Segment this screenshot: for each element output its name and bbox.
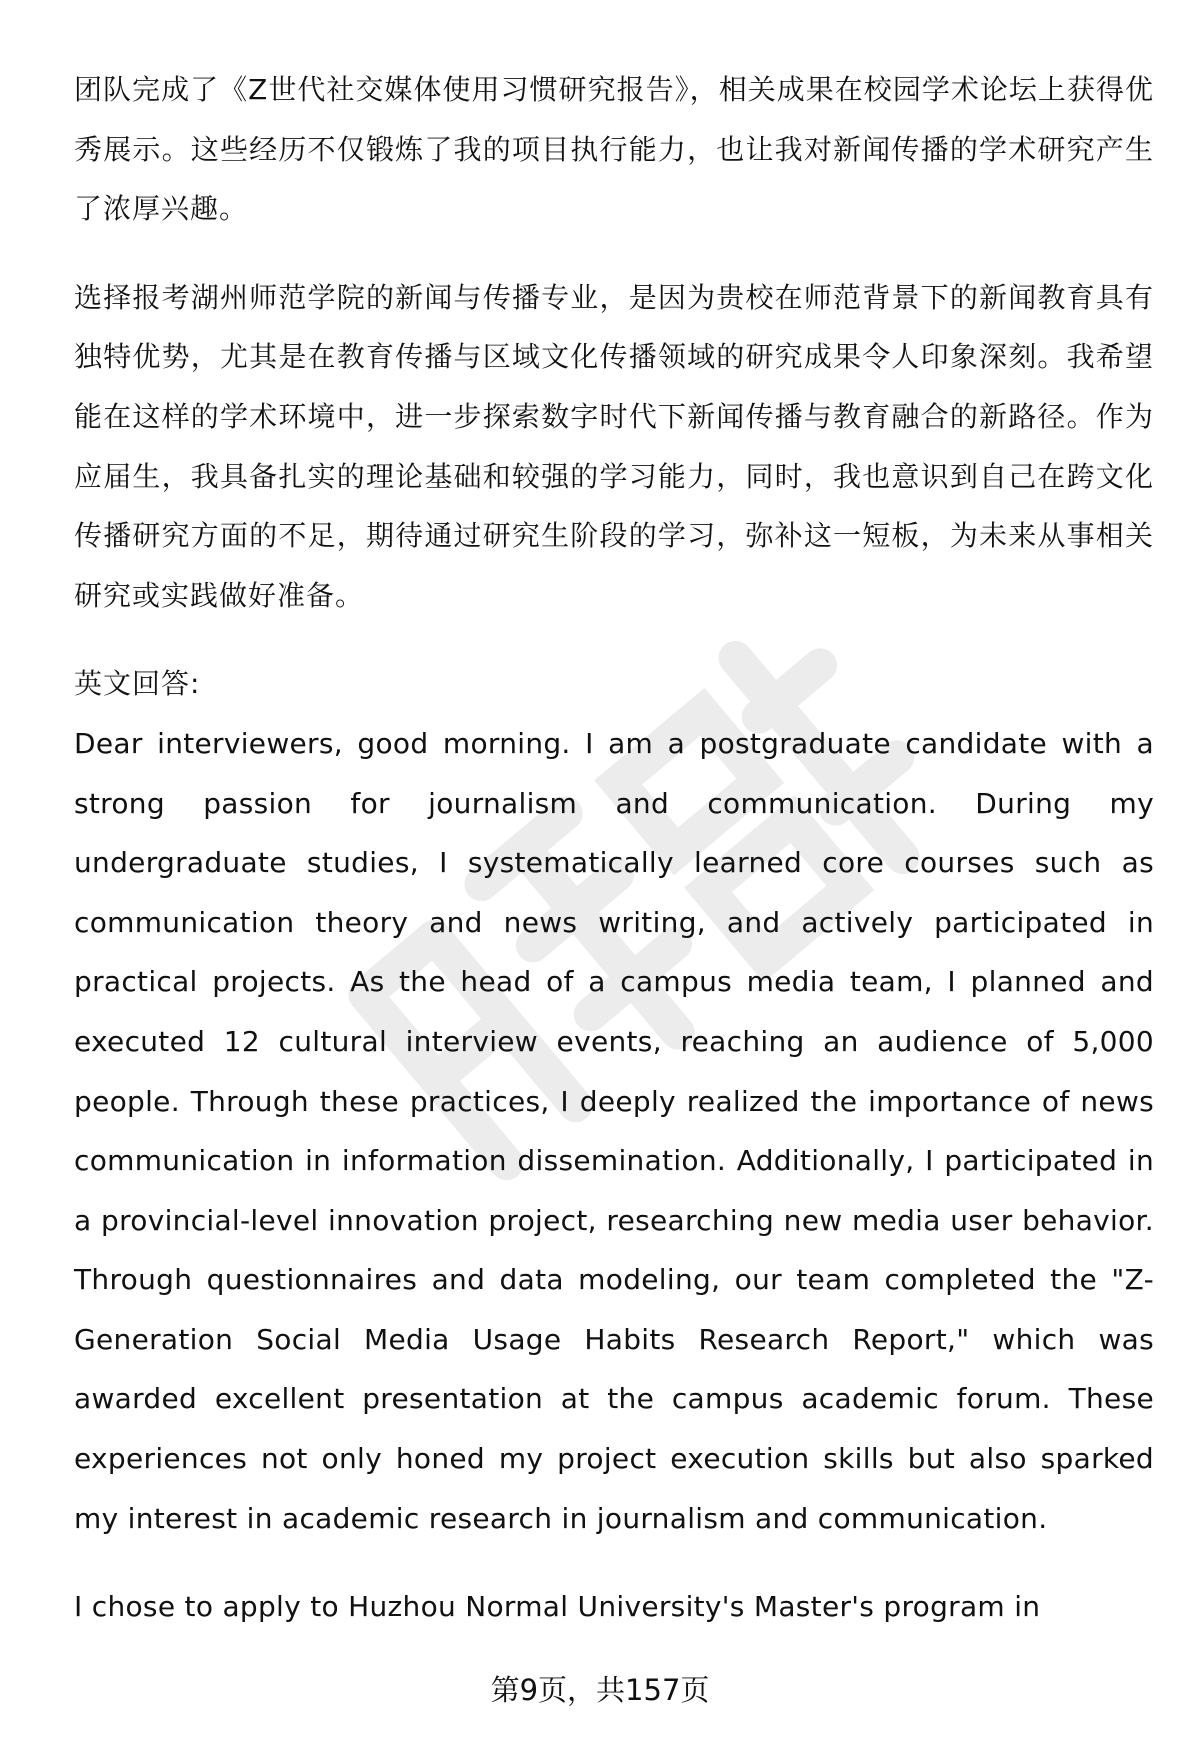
paragraph-english-continuation: I chose to apply to Huzhou Normal University's Master's program in (74, 1590, 1041, 1624)
paragraph-reason-for-applying: 选择报考湖州师范学院的新闻与传播专业，是因为贵校在师范背景下的新闻教育具有独特优势，尤其是在教育传播与区域文化传播领域的研究成果令人印象深刻。我希望能在这样的学术环境中，进一步探索数字时代下新闻传播与教育融合的新路径。作为应届生，我具备扎实的理论基础和较强的学习能力，同时，我也意识到自己在跨文化传播研究方面的不足，期待通过研究生阶段的学习，弥补这一短板，为未来从事相关研究或实践做好准备。 (74, 280, 1154, 612)
english-answer-label: 英文回答: (74, 667, 201, 701)
page-footer: 第9页，共157页 (490, 1673, 710, 1707)
document-body (74, 60, 1154, 1637)
paragraph-intro-continuation: 团队完成了《Z世代社交媒体使用习惯研究报告》，相关成果在校园学术论坛上获得优秀展示。这些经历不仅锻炼了我的项目执行能力，也让我对新闻传播的学术研究产生了浓厚兴趣。 (74, 73, 1154, 226)
paragraph-english-answer: Dear interviewers, good morning. I am a postgraduate candidate with a strong passion for journalism and communication. During my undergraduate studies, I systematically learned core courses such as communication theory and news writing, and actively participated in practical projects. As the head of a campus media team, I planned and executed 12 cultural interview events, reaching an audience of 5,000 people. Through these practices, I deeply realized the importance of news communication in information dissemination. Additionally, I participated in a provincial-level innovation project, researching new media user behavior. Through questionnaires and data modeling, our team completed the "Z-Generation Social Media Usage Habits Research Report," which was awarded excellent presentation at the campus academic forum. These experiences not only honed my project execution skills but also sparked my interest in academic research in journalism and communication. (74, 726, 1154, 1535)
